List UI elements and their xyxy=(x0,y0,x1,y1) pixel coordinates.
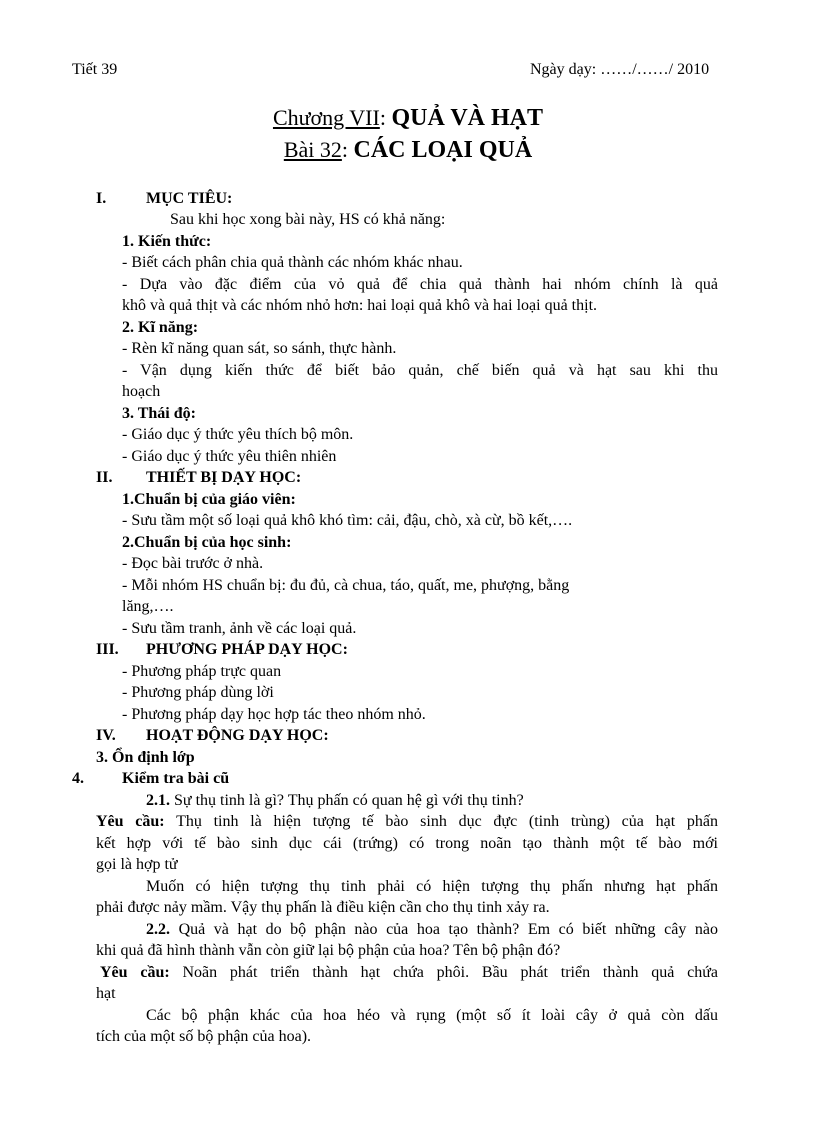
answer-2-label: Yêu cầu: xyxy=(100,964,170,981)
answer-1-line-2: kết hợp với tế bào sinh dục cái (trứng) có trong noãn tạo thành một tế bào mới xyxy=(96,835,718,852)
bullet-item: - Biết cách phân chia quả thành các nhóm khác nhau. xyxy=(122,254,463,271)
section-2-number: II. xyxy=(96,469,113,486)
lesson-number: Tiết 39 xyxy=(72,61,118,78)
section-1-heading: MỤC TIÊU: xyxy=(146,190,233,207)
section-2-heading: THIẾT BỊ DẠY HỌC: xyxy=(146,469,302,486)
subsection-teacher-prep: 1.Chuẩn bị của giáo viên: xyxy=(122,491,296,508)
bullet-continuation: hoạch xyxy=(122,383,161,400)
section-3-heading: PHƯƠNG PHÁP DẠY HỌC: xyxy=(146,641,348,658)
lesson-title xyxy=(0,136,816,164)
bullet-item: - Sưu tầm tranh, ảnh về các loại quả. xyxy=(122,620,357,637)
bullet-item: - Đọc bài trước ở nhà. xyxy=(122,555,264,572)
bullet-item: - Phương pháp dạy học hợp tác theo nhóm nhỏ. xyxy=(122,706,426,723)
bullet-continuation: khô và quả thịt và các nhóm nhỏ hơn: hai loại quả khô và hai loại quả thịt. xyxy=(122,297,598,314)
lesson-name: CÁC LOẠI QUẢ xyxy=(353,137,533,163)
question-1-text: Sự thụ tinh là gì? Thụ phấn có quan hệ gì với thụ tinh? xyxy=(170,792,524,809)
subsection-student-prep: 2.Chuẩn bị của học sinh: xyxy=(122,534,292,551)
answer-1-para-2: Muốn có hiện tượng thụ tinh phải có hiện tượng thụ phấn nhưng hạt phấn xyxy=(146,878,718,895)
section-4-heading: HOẠT ĐỘNG DẠY HỌC: xyxy=(146,727,329,744)
subsection-knowledge: 1. Kiến thức: xyxy=(122,233,212,250)
section-3-number: III. xyxy=(96,641,119,658)
answer-1-para-2-cont: phải được nảy mầm. Vậy thụ phấn là điều kiện cần cho thụ tinh xảy ra. xyxy=(96,899,550,916)
subsection-review: Kiểm tra bài cũ xyxy=(122,770,230,787)
question-2-number: 2.2. xyxy=(146,921,170,938)
lesson-label: Bài 32 xyxy=(283,137,342,162)
question-2-text: Quả và hạt do bộ phận nào của hoa tạo thành? Em có biết những cây nào xyxy=(170,921,718,938)
bullet-item: - Dựa vào đặc điểm của vỏ quả để chia quả thành hai nhóm chính là quả xyxy=(122,276,718,293)
bullet-item: - Sưu tầm một số loại quả khô khó tìm: cải, đậu, chò, xà cừ, bồ kết,…. xyxy=(122,512,573,529)
bullet-item: - Phương pháp trực quan xyxy=(122,663,282,680)
chapter-label: Chương VII xyxy=(272,105,380,130)
answer-1-line-1 xyxy=(96,812,718,832)
answer-2-line-1 xyxy=(100,963,718,983)
chapter-name: QUẢ VÀ HẠT xyxy=(391,105,544,131)
bullet-item: - Giáo dục ý thức yêu thích bộ môn. xyxy=(122,426,354,443)
answer-1-label: Yêu cầu: xyxy=(96,813,165,830)
section-4-number: IV. xyxy=(96,727,116,744)
bullet-item: - Phương pháp dùng lời xyxy=(122,684,274,701)
chapter-title xyxy=(0,104,816,132)
section-1-number: I. xyxy=(96,190,107,207)
subsection-skills: 2. Kĩ năng: xyxy=(122,319,199,336)
bullet-item: - Mỗi nhóm HS chuẩn bị: đu đủ, cà chua, táo, quất, me, phượng, bằng xyxy=(122,577,570,594)
answer-2-para-2: Các bộ phận khác của hoa héo và rụng (một số ít loài cây ở quả còn dấu xyxy=(146,1007,718,1024)
lesson-sep: : xyxy=(341,137,354,162)
question-1 xyxy=(146,791,524,811)
answer-2-para-2-cont: tích của một số bộ phận của hoa). xyxy=(96,1028,312,1045)
answer-1-line-3: gọi là hợp tử xyxy=(96,856,178,873)
subsection-class-setup: 3. Ổn định lớp xyxy=(96,749,195,766)
answer-2-line-2: hạt xyxy=(96,985,116,1002)
subsection-4-number: 4. xyxy=(72,770,84,787)
chapter-sep: : xyxy=(379,105,392,130)
bullet-continuation: lăng,…. xyxy=(122,598,174,615)
bullet-item: - Rèn kĩ năng quan sát, so sánh, thực hành. xyxy=(122,340,397,357)
teaching-date: Ngày dạy: ……/……/ 2010 xyxy=(530,61,710,78)
question-2-line-1 xyxy=(146,920,718,940)
question-2-line-2: khi quả đã hình thành vẫn còn giữ lại bộ phận của hoa? Tên bộ phận đó? xyxy=(96,942,561,959)
section-1-intro: Sau khi học xong bài này, HS có khả năng: xyxy=(170,211,446,228)
answer-2-text: Noãn phát triển thành hạt chứa phôi. Bầu phát triển thành quả chứa xyxy=(169,964,718,981)
bullet-item: - Vận dụng kiến thức để biết bảo quản, chế biến quả và hạt sau khi thu xyxy=(122,362,718,379)
bullet-item: - Giáo dục ý thức yêu thiên nhiên xyxy=(122,448,337,465)
question-1-number: 2.1. xyxy=(146,792,170,809)
subsection-attitude: 3. Thái độ: xyxy=(122,405,196,422)
answer-1-text: Thụ tinh là hiện tượng tế bào sinh dục đực (tinh trùng) của hạt phấn xyxy=(164,813,718,830)
